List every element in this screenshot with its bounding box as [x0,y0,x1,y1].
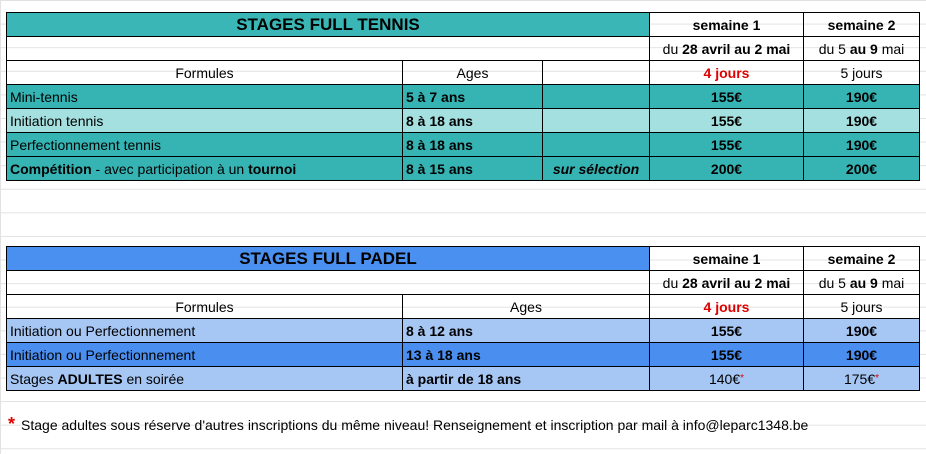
padel-week2-dates-au: au 9 [849,274,878,291]
padel-row-2-formule[interactable]: Initiation ou Perfectionnement [6,343,403,367]
padel-week2-dates[interactable] [804,271,920,295]
padel-row-3-price-week2-mark: * [875,373,880,384]
tennis-row-2-formule[interactable]: Initiation tennis [6,109,403,133]
padel-row-3-ages[interactable]: à partir de 18 ans [403,367,650,391]
padel-week1-dates[interactable] [650,271,804,295]
tennis-row-1-price-week1[interactable]: 155€ [650,85,804,109]
tennis-row-4-formule-a: Compétition [10,160,92,177]
padel-row-2-price-week2[interactable]: 190€ [804,343,920,367]
padel-row-3-formule[interactable] [6,367,403,391]
tennis-week2-days[interactable]: 5 jours [804,61,920,85]
tennis-row-4-price-week1[interactable]: 200€ [650,157,804,181]
tennis-row-2-note[interactable] [543,109,650,133]
tennis-week1-days[interactable]: 4 jours [650,61,804,85]
padel-row-3-price-week1[interactable] [650,367,804,391]
tennis-row-4-ages[interactable]: 8 à 15 ans [403,157,543,181]
tennis-header-blank[interactable] [543,61,650,85]
tennis-row-4-price-week2[interactable]: 200€ [804,157,920,181]
padel-week2-dates-pre: du 5 [818,274,850,291]
padel-week1-label[interactable]: semaine 1 [650,246,804,271]
padel-week1-dates-range: 28 avril au 2 mai [682,274,791,291]
tennis-week1-dates-pre: du [662,40,683,57]
tennis-week2-label[interactable]: semaine 2 [804,12,920,37]
padel-row-1-ages[interactable]: 8 à 12 ans [403,319,650,343]
tennis-week2-dates-au: au 9 [849,40,878,57]
padel-title[interactable]: STAGES FULL PADEL [6,246,650,271]
tennis-row-2-price-week2[interactable]: 190€ [804,109,920,133]
tennis-row-3-formule[interactable]: Perfectionnement tennis [6,133,403,157]
padel-row-1-price-week2[interactable]: 190€ [804,319,920,343]
padel-week2-days[interactable]: 5 jours [804,295,920,319]
tennis-row-4-formule-c: tournoi [248,160,297,177]
padel-row-3-price-week2-value: 175€ [843,370,876,387]
tennis-row-2-price-week1[interactable]: 155€ [650,109,804,133]
tennis-week1-dates-range: 28 avril au 2 mai [682,40,791,57]
padel-row-1-price-week1[interactable]: 155€ [650,319,804,343]
padel-header-formules[interactable]: Formules [6,295,403,319]
tennis-row-4-note[interactable]: sur sélection [543,157,650,181]
tennis-week1-label[interactable]: semaine 1 [650,12,804,37]
tennis-row-4-formule[interactable] [6,157,403,181]
padel-row-3-formule-c: en soirée [122,370,185,387]
tennis-row-3-price-week1[interactable]: 155€ [650,133,804,157]
tennis-row-4-formule-b: - avec participation à un [91,160,249,177]
padel-row-3-price-week1-mark: * [740,373,745,384]
tennis-row-1-ages[interactable]: 5 à 7 ans [403,85,543,109]
tennis-week2-dates-post: mai [877,40,905,57]
padel-blank-row[interactable] [6,271,650,295]
padel-week2-dates-post: mai [877,274,905,291]
padel-header-ages[interactable]: Ages [403,295,650,319]
tennis-row-1-note[interactable] [543,85,650,109]
tennis-header-formules[interactable]: Formules [6,61,403,85]
padel-week1-dates-pre: du [662,274,683,291]
padel-row-3-formule-a: Stages [10,370,58,387]
tennis-row-1-price-week2[interactable]: 190€ [804,85,920,109]
footnote-asterisk: * [8,414,16,434]
tennis-title[interactable]: STAGES FULL TENNIS [6,12,650,37]
padel-row-3-price-week1-value: 140€ [708,370,741,387]
footnote[interactable] [8,414,808,435]
padel-row-2-ages[interactable]: 13 à 18 ans [403,343,650,367]
padel-row-3-price-week2[interactable] [804,367,920,391]
tennis-row-3-note[interactable] [543,133,650,157]
tennis-blank-row[interactable] [6,37,650,61]
padel-row-3-formule-b: ADULTES [57,370,123,387]
padel-row-1-formule[interactable]: Initiation ou Perfectionnement [6,319,403,343]
tennis-week1-dates[interactable] [650,37,804,61]
padel-week2-label[interactable]: semaine 2 [804,246,920,271]
tennis-row-3-ages[interactable]: 8 à 18 ans [403,133,543,157]
tennis-week2-dates[interactable] [804,37,920,61]
tennis-row-2-ages[interactable]: 8 à 18 ans [403,109,543,133]
tennis-row-3-price-week2[interactable]: 190€ [804,133,920,157]
tennis-header-ages[interactable]: Ages [403,61,543,85]
padel-week1-days[interactable]: 4 jours [650,295,804,319]
footnote-text: Stage adultes sous réserve d'autres inscriptions du même niveau! Renseignement et inscription par mail à info@leparc1348.be [21,417,809,433]
padel-row-2-price-week1[interactable]: 155€ [650,343,804,367]
tennis-week2-dates-pre: du 5 [818,40,850,57]
tennis-row-1-formule[interactable]: Mini-tennis [6,85,403,109]
